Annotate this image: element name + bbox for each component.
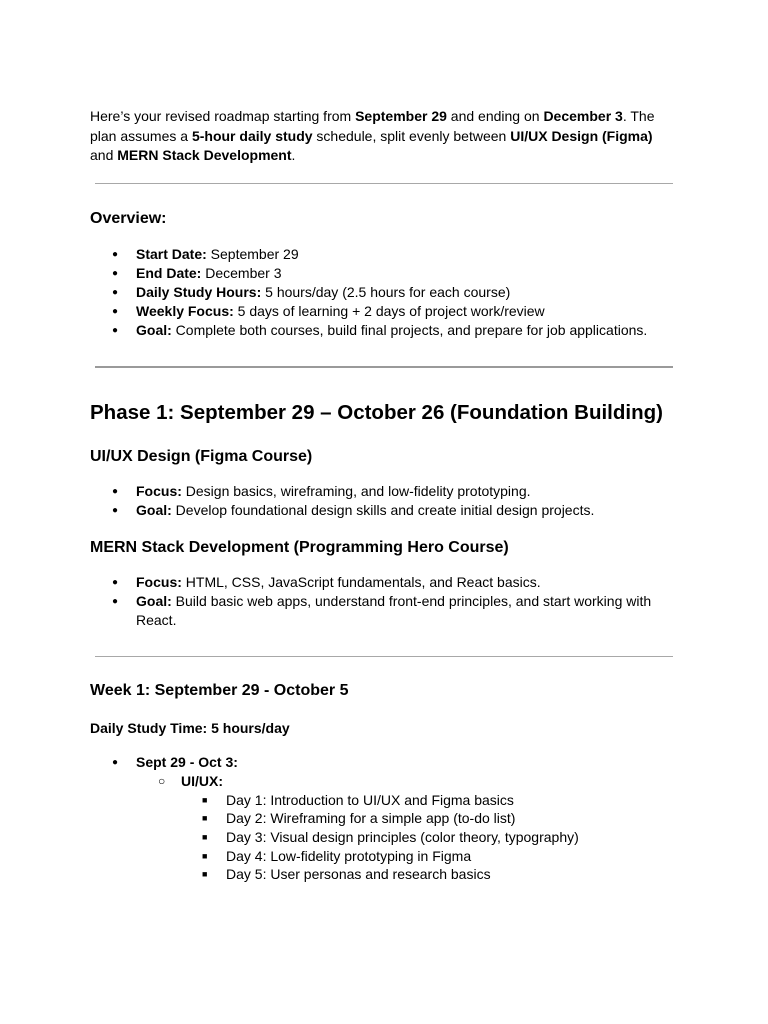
list-item: ■ Day 1: Introduction to UI/UX and Figma basics — [181, 791, 678, 810]
phase-1-heading: Phase 1: September 29 – October 26 (Foundation Building) — [90, 400, 663, 424]
intro-text: and ending on — [446, 108, 544, 124]
item-text: Complete both courses, build final projects, and prepare for job applications. — [171, 321, 648, 338]
intro-mern: MERN Stack Development — [117, 147, 292, 163]
item-text: December 3 — [201, 264, 282, 281]
item-text: Build basic web apps, understand front-end principles, and start working with React. — [136, 592, 652, 628]
intro-text: and — [90, 147, 118, 163]
item-text: 5 days of learning + 2 days of project work/review — [233, 302, 545, 319]
list-item — [90, 592, 678, 630]
intro-daily-study: 5-hour daily study — [191, 127, 313, 144]
list-item — [136, 772, 678, 885]
item-text: September 29 — [206, 245, 299, 262]
intro-text: Here’s your revised roadmap starting from — [90, 108, 356, 124]
list-item — [90, 482, 678, 501]
intro-start-date: September 29 — [355, 108, 447, 124]
list-item — [90, 501, 678, 520]
mern-list — [90, 573, 678, 630]
list-item — [90, 283, 678, 302]
sub-list — [90, 772, 678, 885]
mern-heading: MERN Stack Development (Programming Hero Course) — [90, 538, 509, 556]
intro-end-date: December 3 — [543, 108, 623, 124]
item-label: Goal: — [136, 321, 172, 338]
item-label: Daily Study Hours: — [136, 283, 262, 300]
intro-uiux: UI/UX Design (Figma) — [510, 127, 653, 144]
list-item — [90, 302, 678, 321]
uiux-label: UI/UX: — [181, 772, 223, 789]
list-item — [90, 321, 678, 340]
divider — [95, 656, 673, 657]
item-text: Develop foundational design skills and create initial design projects. — [171, 501, 595, 518]
week-1-heading: Week 1: September 29 - October 5 — [90, 681, 349, 699]
list-item — [90, 753, 678, 885]
list-item: ■ Day 2: Wireframing for a simple app (to-do list) — [181, 809, 678, 828]
item-label: End Date: — [136, 264, 202, 281]
list-item: ■ Day 3: Visual design principles (color theory, typography) — [181, 828, 678, 847]
item-label: Goal: — [136, 501, 172, 518]
day-list — [136, 791, 678, 885]
daily-study-time: Daily Study Time: 5 hours/day — [90, 719, 290, 736]
list-item: ■ Day 5: User personas and research basics — [181, 865, 678, 884]
divider — [95, 183, 673, 184]
week-1-list — [90, 753, 678, 885]
list-item — [90, 264, 678, 283]
date-range-label: Sept 29 - Oct 3: — [136, 753, 238, 770]
item-label: Weekly Focus: — [136, 302, 234, 319]
overview-list — [90, 245, 678, 340]
uiux-heading: UI/UX Design (Figma Course) — [90, 447, 313, 465]
list-item — [90, 245, 678, 264]
divider — [95, 366, 673, 368]
item-label: Goal: — [136, 592, 172, 609]
item-text: HTML, CSS, JavaScript fundamentals, and React basics. — [181, 573, 541, 590]
item-label: Focus: — [136, 482, 182, 499]
item-label: Start Date: — [136, 245, 207, 262]
overview-heading: Overview: — [90, 209, 167, 227]
uiux-list — [90, 482, 678, 520]
list-item — [90, 573, 678, 592]
list-item: ■ Day 4: Low-fidelity prototyping in Figma — [181, 847, 678, 866]
intro-paragraph — [90, 107, 678, 166]
item-text: 5 hours/day (2.5 hours for each course) — [261, 283, 511, 300]
intro-text: . The plan assumes a — [90, 108, 655, 144]
item-label: Focus: — [136, 573, 182, 590]
item-text: Design basics, wireframing, and low-fidelity prototyping. — [181, 482, 531, 499]
intro-text: schedule, split evenly between — [312, 127, 511, 144]
intro-text: . — [291, 147, 296, 163]
